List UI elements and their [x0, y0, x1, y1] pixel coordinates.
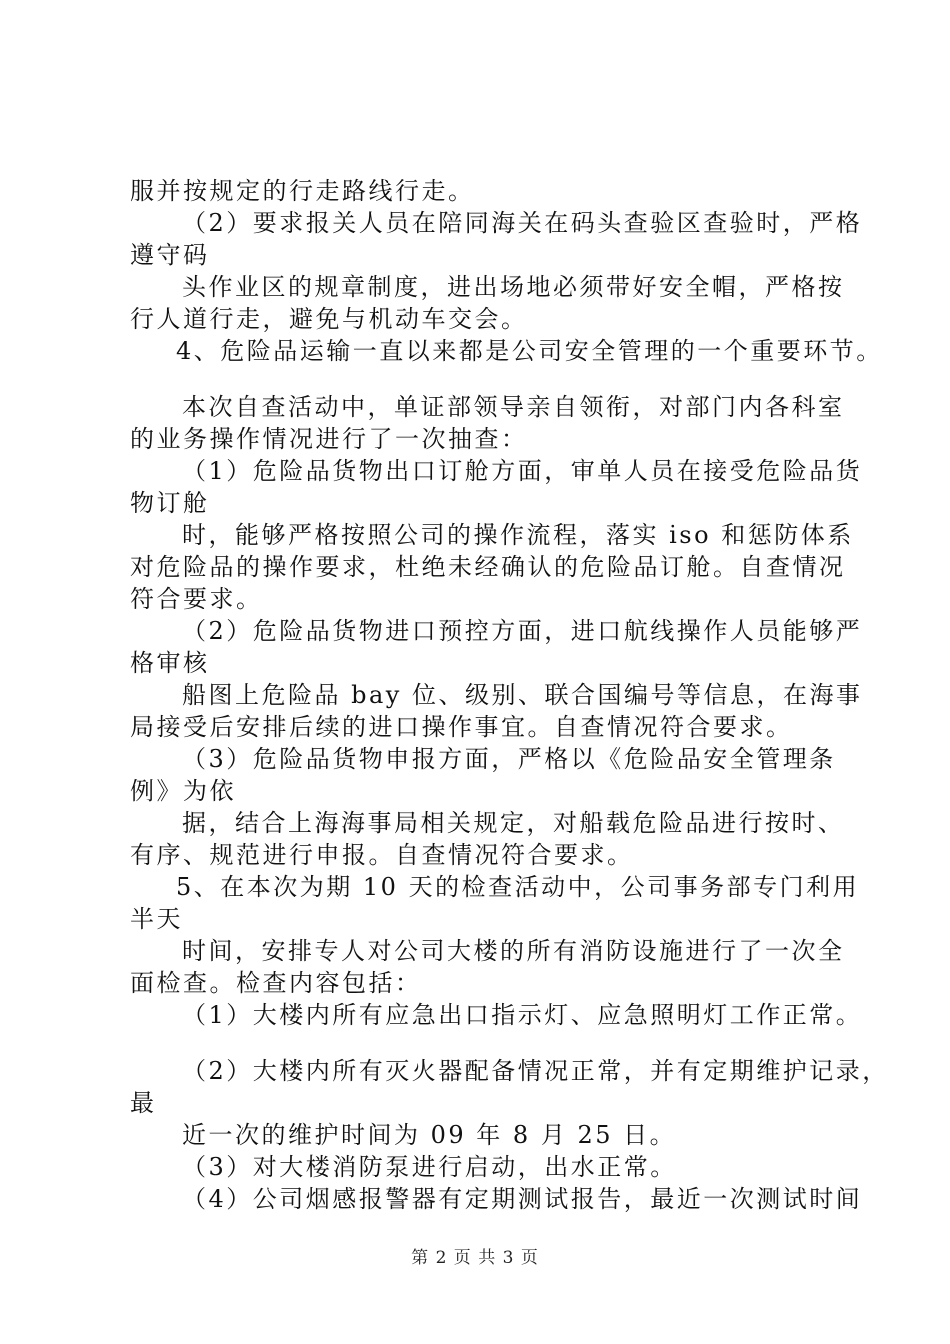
- text-line: 有序、规范进行申报。自查情况符合要求。: [130, 841, 634, 869]
- text-line: （4）公司烟感报警器有定期测试报告，最近一次测试时间: [182, 1185, 863, 1213]
- text-line: 据，结合上海海事局相关规定，对船载危险品进行按时、: [182, 809, 845, 837]
- text-line: （2）大楼内所有灭火器配备情况正常，并有定期维护记录，: [182, 1057, 889, 1085]
- text-line: 的业务操作情况进行了一次抽查：: [130, 425, 528, 453]
- text-line: 服并按规定的行走路线行走。: [130, 177, 475, 205]
- text-line: 本次自查活动中，单证部领导亲自领衔，对部门内各科室: [182, 393, 845, 421]
- page-number-footer: 第 2 页 共 3 页: [411, 1248, 539, 1268]
- text-line: 例》为依: [130, 777, 236, 805]
- text-line: 半天: [130, 905, 183, 933]
- text-line: 遵守码: [130, 241, 210, 269]
- text-line: 头作业区的规章制度，进出场地必须带好安全帽，严格按: [182, 273, 845, 301]
- text-line: 时间，安排专人对公司大楼的所有消防设施进行了一次全: [182, 937, 845, 965]
- text-line: 格审核: [130, 649, 210, 677]
- text-line: 面检查。检查内容包括：: [130, 969, 422, 997]
- text-line: （2）危险品货物进口预控方面，进口航线操作人员能够严: [182, 617, 863, 645]
- text-line: （1）危险品货物出口订舱方面，审单人员在接受危险品货: [182, 457, 863, 485]
- text-line: 船图上危险品 bay 位、级别、联合国编号等信息，在海事: [182, 681, 863, 709]
- text-line: 局接受后安排后续的进口操作事宜。自查情况符合要求。: [130, 713, 793, 741]
- text-line: 4、危险品运输一直以来都是公司安全管理的一个重要环节。: [176, 337, 883, 365]
- text-line: （1）大楼内所有应急出口指示灯、应急照明灯工作正常。: [182, 1001, 863, 1029]
- text-line: 对危险品的操作要求，杜绝未经确认的危险品订舱。自查情况: [130, 553, 846, 581]
- text-line: 近一次的维护时间为 09 年 8 月 25 日。: [182, 1121, 677, 1149]
- text-line: （3）危险品货物申报方面，严格以《危险品安全管理条: [182, 745, 836, 773]
- text-line: 5、在本次为期 10 天的检查活动中，公司事务部专门利用: [176, 873, 860, 901]
- text-line: 符合要求。: [130, 585, 263, 613]
- text-line: 行人道行走，避免与机动车交会。: [130, 305, 528, 333]
- text-line: 物订舱: [130, 489, 210, 517]
- text-line: （2）要求报关人员在陪同海关在码头查验区查验时，严格: [182, 209, 863, 237]
- text-line: （3）对大楼消防泵进行启动，出水正常。: [182, 1153, 677, 1181]
- text-line: 时，能够严格按照公司的操作流程，落实 iso 和惩防体系: [182, 521, 854, 549]
- text-line: 最: [130, 1089, 157, 1117]
